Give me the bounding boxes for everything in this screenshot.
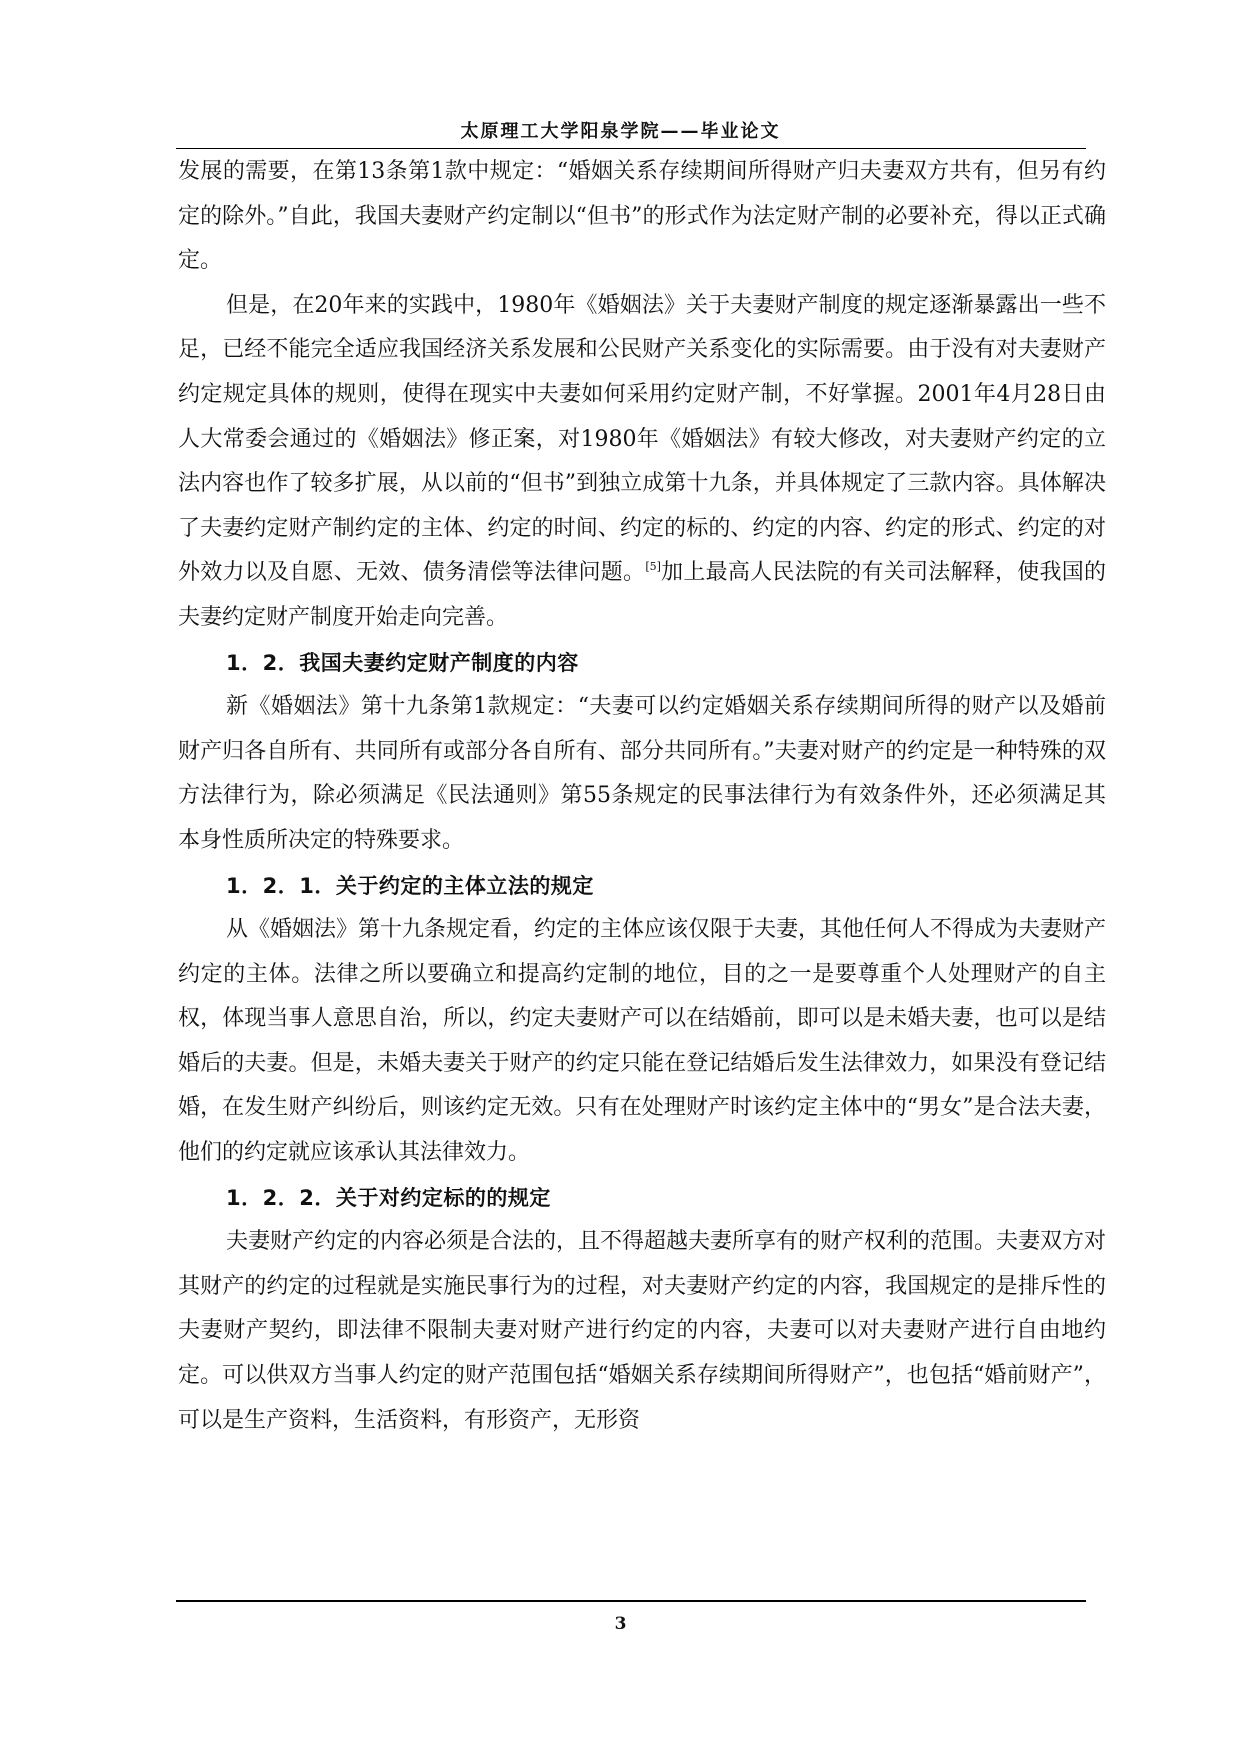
paragraph-continuation: 发展的需要，在第13条第1款中规定：“婚姻关系存续期间所得财产归夫妻双方共有，但另有约定的除外。”自此，我国夫妻财产约定制以“但书”的形式作为法定财产制的必要补充，得以正式确定。 [178,159,1106,274]
document-body [178,150,1106,1443]
paragraph-object-of-agreement: 夫妻财产约定的内容必须是合法的，且不得超越夫妻所享有的财产权利的范围。夫妻双方对其财产的约定的过程就是实施民事行为的过程，对夫妻财产约定的内容，我国规定的是排斥性的夫妻财产契约，即法律不限制夫妻对财产进行约定的内容，夫妻可以对夫妻财产进行自由地约定。可以供双方当事人约定的财产范围包括“婚姻关系存续期间所得财产”，也包括“婚前财产”，可以是生产资料，生活资料，有形资产，无形资 [178,1229,1107,1433]
section-heading-1-2-2: 1．2．2．关于对约定标的的规定 [226,1185,551,1210]
paragraph-practice-deficiencies [178,284,1106,641]
paragraph-article-19: 新《婚姻法》第十九条第1款规定：“夫妻可以约定婚姻关系存续期间所得的财产以及婚前财产归各自所有、共同所有或部分各自所有、部分共同所有。”夫妻对财产的约定是一种特殊的双方法律行为，除必须满足《民法通则》第55条规定的民事法律行为有效条件外，还必须满足其本身性质所决定的特殊要求。 [178,694,1106,853]
citation-marker: [5] [645,560,661,574]
paragraph-subject-of-agreement: 从《婚姻法》第十九条规定看，约定的主体应该仅限于夫妻，其他任何人不得成为夫妻财产约定的主体。法律之所以要确立和提高约定制的地位，目的之一是要尊重个人处理财产的自主权，体现当事人意思自治，所以，约定夫妻财产可以在结婚前，即可以是未婚夫妻，也可以是结婚后的夫妻。但是，未婚夫妻关于财产的约定只能在登记结婚后发生法律效力，如果没有登记结婚，在发生财产纠纷后，则该约定无效。只有在处理财产时该约定主体中的“男女”是合法夫妻，他们的约定就应该承认其法律效力。 [178,917,1107,1166]
header-divider [176,148,1086,149]
paragraph-text-tail: 加上最高人民法院的有关司法解释，使我国的夫妻约定财产制度开始走向完善。 [178,560,1106,630]
section-heading-1-2-1: 1．2．1．关于约定的主体立法的规定 [226,873,594,898]
paragraph-text: 但是，在20年来的实践中，1980年《婚姻法》关于夫妻财产制度的规定逐渐暴露出一些不足，已经不能完全适应我国经济关系发展和公民财产关系变化的实际需要。由于没有对夫妻财产约定规定具体的规则，使得在现实中夫妻如何采用约定财产制，不好掌握。2001年4月28日由人大常委会通过的《婚姻法》修正案，对1980年《婚姻法》有较大修改，对夫妻财产约定的立法内容也作了较多扩展，从以前的“但书”到独立成第十九条，并具体规定了三款内容。具体解决了夫妻约定财产制约定的主体、约定的时间、约定的标的、约定的内容、约定的形式、约定的对外效力以及自愿、无效、债务清偿等法律问题。 [178,292,1106,586]
footer-divider [176,1600,1086,1602]
page-header-title: 太原理工大学阳泉学院——毕业论文 [460,121,781,142]
page-number: 3 [614,1614,627,1634]
section-heading-1-2: 1．2．我国夫妻约定财产制度的内容 [226,650,579,675]
